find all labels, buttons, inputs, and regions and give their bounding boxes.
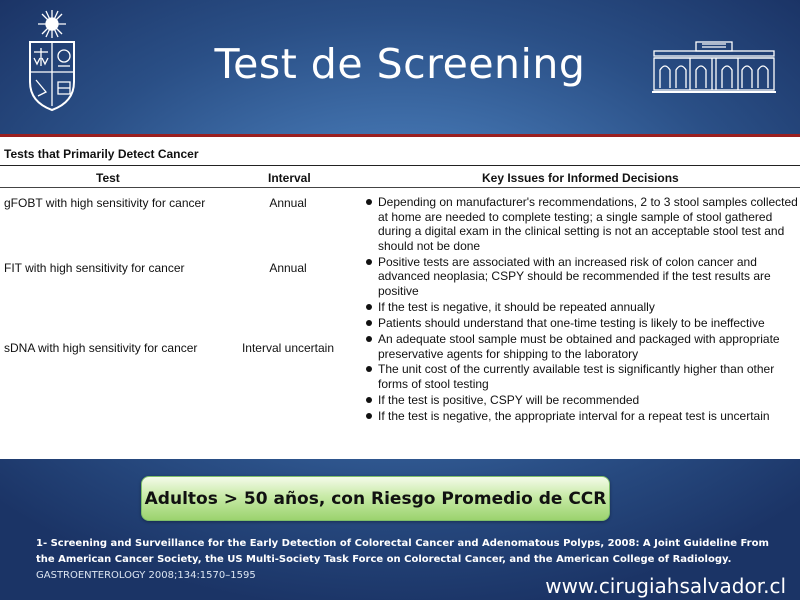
table-caption: Tests that Primarily Detect Cancer: [4, 147, 199, 161]
slide-title: Test de Screening: [214, 40, 586, 88]
row-interval-sdna: Interval uncertain: [241, 341, 335, 355]
column-header-interval: Interval: [268, 171, 311, 185]
issue-item: Positive tests are associated with an increased risk of colon cancer and advanced neoplasia; CSPY should be recommended if the test results are positive: [364, 255, 798, 299]
row-test-fit: FIT with high sensitivity for cancer: [4, 261, 185, 275]
issue-item: Patients should understand that one-time testing is likely to be ineffective: [364, 316, 798, 331]
issue-item: The unit cost of the currently available test is significantly higher than other forms of stool testing: [364, 362, 798, 391]
row-interval-fit: Annual: [269, 261, 307, 275]
issue-item: If the test is negative, the appropriate interval for a repeat test is uncertain: [364, 409, 798, 424]
column-header-test: Test: [96, 171, 120, 185]
website-url: www.cirugiahsalvador.cl: [545, 574, 786, 598]
risk-group-text: Adultos > 50 años, con Riesgo Promedio de CCR: [144, 488, 607, 509]
reference-journal: GASTROENTEROLOGY 2008;134:1570–1595: [36, 570, 256, 581]
key-issues-list: [364, 195, 798, 425]
screening-table: [0, 134, 800, 459]
header-divider: [0, 187, 800, 188]
caption-divider: [0, 165, 800, 166]
risk-group-badge: [141, 476, 610, 521]
row-test-sdna: sDNA with high sensitivity for cancer: [4, 341, 198, 355]
column-header-issues: Key Issues for Informed Decisions: [482, 171, 679, 185]
row-interval-gfobt: Annual: [269, 196, 307, 210]
reference-text: 1- Screening and Surveillance for the Early Detection of Colorectal Cancer and Adenomatous Polyps, 2008: A Joint Guideline From the American Cancer Society, the US Multi-Society Task Force on Colorectal Cancer, and the American College of Radiology.: [36, 538, 769, 565]
row-test-gfobt: gFOBT with high sensitivity for cancer: [4, 196, 206, 210]
issue-item: Depending on manufacturer's recommendations, 2 to 3 stool samples collected at home are needed to complete testing; a single sample of stool gathered during a digital exam in the clinical setting is not an acceptable stool test and should not be done: [364, 195, 798, 253]
issue-item: An adequate stool sample must be obtained and packaged with appropriate preservative agents for shipping to the laboratory: [364, 332, 798, 361]
issue-item: If the test is negative, it should be repeated annually: [364, 300, 798, 315]
issue-item: If the test is positive, CSPY will be recommended: [364, 393, 798, 408]
